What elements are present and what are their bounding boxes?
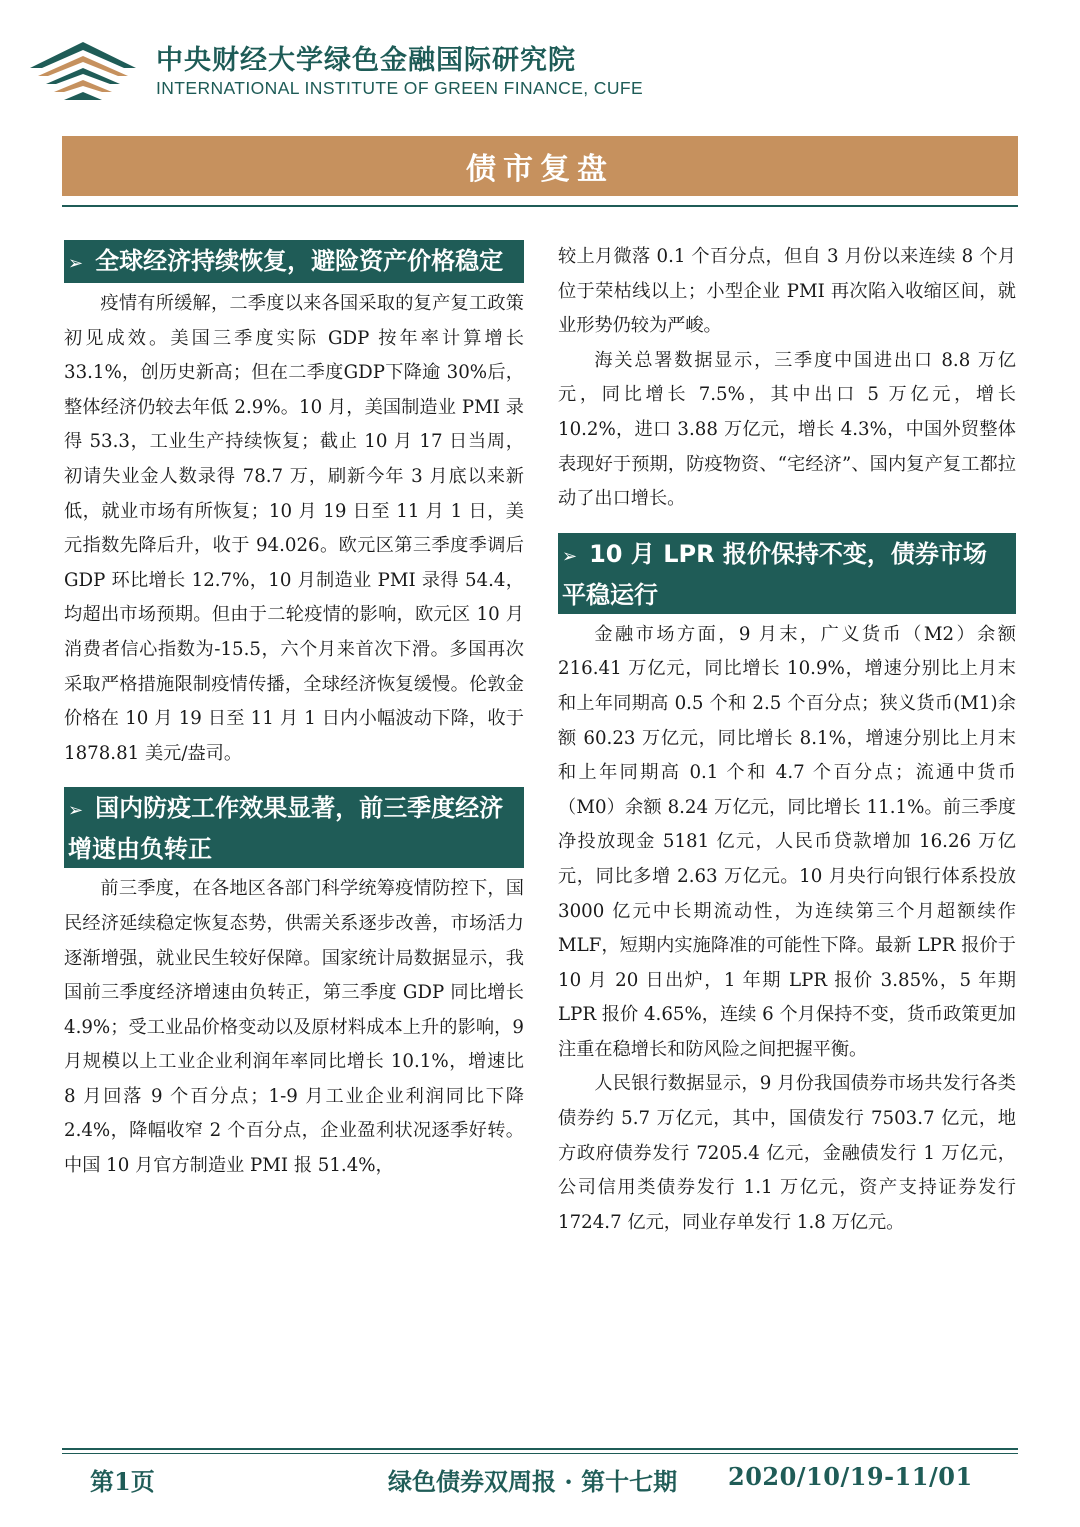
footer-rule-bottom [62, 1453, 1018, 1454]
page-number: 第1页 [90, 1467, 155, 1496]
section-marker-icon: ➢ [68, 800, 84, 822]
page-footer [62, 1462, 1018, 1498]
section-heading-lpr [558, 533, 1016, 614]
right-column [558, 240, 1016, 1240]
stacked-chevron-logo-icon [28, 38, 138, 102]
banner-title: 债市复盘 [466, 152, 614, 187]
banner-rule [62, 205, 1018, 207]
left-column [64, 240, 524, 1184]
section-heading-text: 全球经济持续恢复，避险资产价格稳定 [95, 247, 504, 275]
issue-label: 绿色债券双周报 · 第十七期 [388, 1467, 678, 1496]
section-paragraph: 金融市场方面，9 月末，广义货币（M2）余额 216.41 万亿元，同比增长 10.9%，增速分别比上月末和上年同期高 0.5 个和 2.5 个百分点；狭义货币(M1)余额 60.23 万亿元，同比增长 8.1%，增速分别比上月末和上年同期高 0.1 个和 4.7 个百分点；流通中货币（M0）余额 8.24 万亿元，同比增长 11.1%。前三季度净投放现金 5181 亿元，人民币贷款增加 16.26 万亿元，同比多增 2.63 万亿元。10 月央行向银行体系投放 3000 亿元中长期流动性，为连续第三个月超额续作 MLF，短期内实施降准的可能性下降。最新 LPR 报价于 10 月 20 日出炉，1 年期 LPR 报价 3.85%，5 年期 LPR 报价 4.65%，连续 6 个月保持不变，货币政策更加注重在稳增长和防风险之间把握平衡。 [558, 623, 1016, 1060]
org-name-en: INTERNATIONAL INSTITUTE OF GREEN FINANCE, CUFE [156, 78, 644, 98]
report-header [28, 34, 728, 104]
section-heading-text: 10 月 LPR 报价保持不变，债券市场平稳运行 [562, 539, 987, 609]
section-heading-global [64, 240, 524, 283]
section-heading-domestic [64, 787, 524, 868]
section-paragraph: 海关总署数据显示，三季度中国进出口 8.8 万亿元，同比增长 7.5%，其中出口 5 万亿元，增长 10.2%，进口 3.88 万亿元，增长 4.3%，中国外贸整体表现好于预期，防疫物资、“宅经济”、国内复产复工都拉动了出口增长。 [558, 349, 1016, 510]
date-range: 2020/10/19-11/01 [728, 1462, 973, 1491]
section-paragraph: 人民银行数据显示，9 月份我国债券市场共发行各类债券约 5.7 万亿元，其中，国债发行 7503.7 亿元，地方政府债券发行 7205.4 亿元，金融债发行 1 万亿元，公司信用类债券发行 1.1 万亿元，资产支持证券发行 1724.7 亿元，同业存单发行 1.8 万亿元。 [558, 1073, 1016, 1233]
section-paragraph-continued: 较上月微落 0.1 个百分点，但自 3 月份以来连续 8 个月位于荣枯线以上；小型企业 PMI 再次陷入收缩区间，就业形势仍较为严峻。 [558, 246, 1016, 337]
section-heading-text: 国内防疫工作效果显著，前三季度经济增速由负转正 [68, 794, 504, 864]
section-paragraph: 前三季度，在各地区各部门科学统筹疫情防控下，国民经济延续稳定恢复态势，供需关系逐步改善，市场活力逐渐增强，就业民生较好保障。国家统计局数据显示，我国前三季度经济增速由负转正，第三季度 GDP 同比增长 4.9%；受工业品价格变动以及原材料成本上升的影响，9 月规模以上工业企业利润年率同比增长 10.1%，增速比 8 月回落 9 个百分点；1-9 月工业企业利润同比下降 2.4%，降幅收窄 2 个百分点，企业盈利状况逐季好转。中国 10 月官方制造业 PMI 报 51.4%， [64, 878, 524, 1177]
section-paragraph: 疫情有所缓解，二季度以来各国采取的复产复工政策初见成效。美国三季度实际 GDP 按年率计算增长33.1%，创历史新高；但在二季度GDP下降逾 30%后，整体经济仍较去年低 2.9%。10 月，美国制造业 PMI 录得 53.3，工业生产持续恢复；截止 10 月 17 日当周，初请失业金人数录得 78.7 万，刷新今年 3 月底以来新低，就业市场有所恢复；10 月 19 日至 11 月 1 日，美元指数先降后升，收于 94.026。欧元区第三季度季调后 GDP 环比增长 12.7%，10 月制造业 PMI 录得 54.4，均超出市场预期。但由于二轮疫情的影响，欧元区 10 月消费者信心指数为-15.5，六个月来首次下滑。多国再次采取严格措施限制疫情传播，全球经济恢复缓慢。伦敦金价格在 10 月 19 日至 11 月 1 日内小幅波动下降，收于 1878.81 美元/盎司。 [64, 293, 524, 764]
section-marker-icon: ➢ [562, 545, 578, 567]
footer-rule-top [62, 1448, 1018, 1450]
section-banner [62, 136, 1018, 196]
section-marker-icon: ➢ [68, 253, 84, 274]
org-name-cn: 中央财经大学绿色金融国际研究院 [156, 45, 576, 76]
